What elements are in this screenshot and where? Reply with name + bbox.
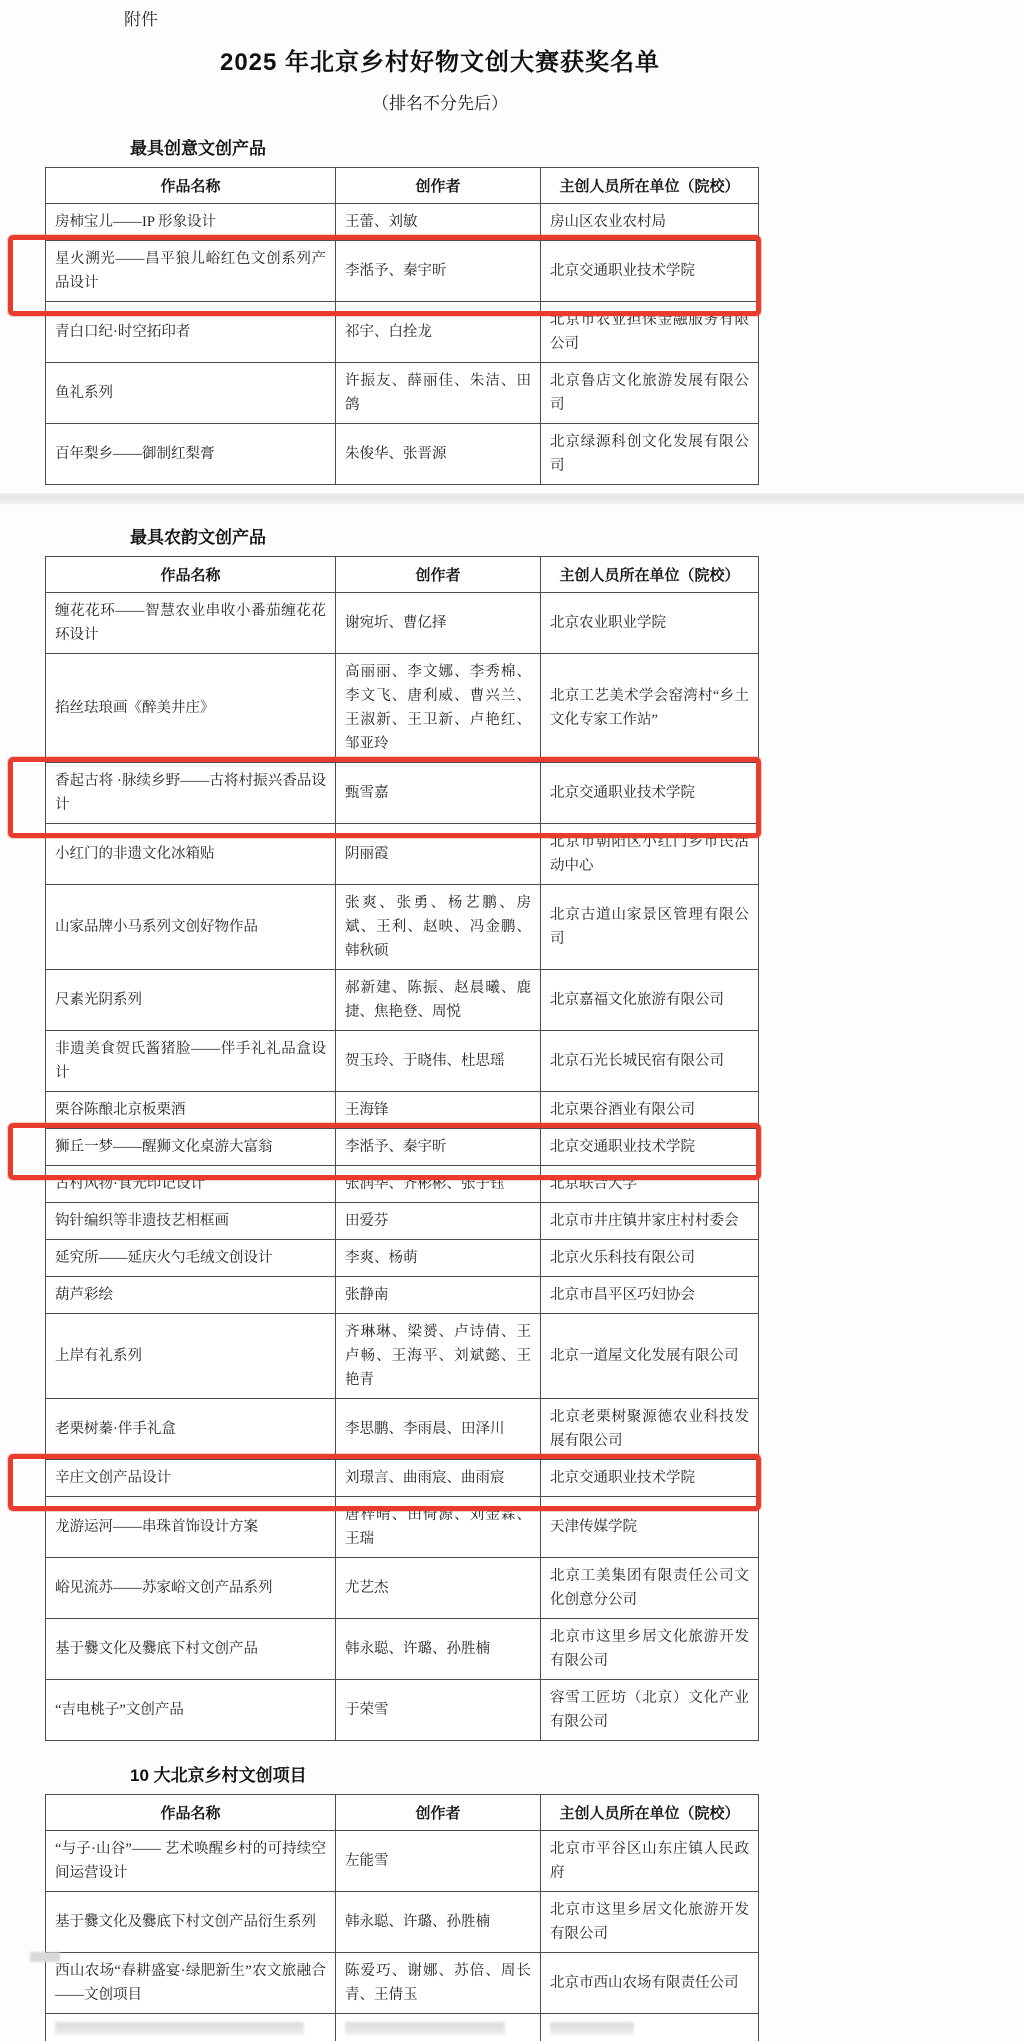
table-row (46, 970, 759, 1031)
column-header-work-cell: 作品名称 (46, 557, 336, 593)
table-row (46, 1619, 759, 1680)
unit-cell: 北京嘉福文化旅游有限公司 (541, 970, 759, 1031)
work-cell: 非遗美食贺氏酱猪脸——伴手礼礼品盒设计 (46, 1031, 336, 1092)
table-row (46, 363, 759, 424)
table-row (46, 302, 759, 363)
creators-cell: 谢宛圻、曹亿择 (336, 593, 541, 654)
scan-artifact-smudge (30, 1952, 60, 1962)
work-cell: 西山农场“春耕盛宴·绿肥新生”农文旅融合——文创项目 (46, 1953, 336, 2014)
column-header-creators-cell: 创作者 (336, 168, 541, 204)
truncated-table-row (46, 2014, 759, 2041)
page-break-divider (0, 493, 1024, 503)
work-cell: 峪见流苏——苏家峪文创产品系列 (46, 1558, 336, 1619)
awards-table (45, 556, 759, 1741)
creators-cell: 刘璟言、曲雨宸、曲雨宸 (336, 1460, 541, 1497)
table-row (46, 1892, 759, 1953)
unit-cell: 北京农业职业学院 (541, 593, 759, 654)
table-row (46, 1831, 759, 1892)
work-cell: “与子·山谷”—— 艺术唤醒乡村的可持续空间运营设计 (46, 1831, 336, 1892)
work-cell: 栗谷陈酿北京板栗酒 (46, 1092, 336, 1129)
section-2 (0, 523, 1024, 1741)
unit-cell: 北京市朝阳区小红门乡市民活动中心 (541, 824, 759, 885)
table-row (46, 654, 759, 763)
table-row (46, 885, 759, 970)
unit-cell: 北京石光长城民宿有限公司 (541, 1031, 759, 1092)
unit-cell: 北京市这里乡居文化旅游开发有限公司 (541, 1619, 759, 1680)
work-cell: 古村风物·食光印记设计 (46, 1166, 336, 1203)
creators-cell: 陈爱巧、谢娜、苏倍、周长青、王倩玉 (336, 1953, 541, 2014)
illegible-text-stub (55, 2022, 304, 2035)
table-row (46, 1277, 759, 1314)
creators-cell: 张润华、齐彬彬、张子钰 (336, 1166, 541, 1203)
work-cell: 星火溯光——昌平狼儿峪红色文创系列产品设计 (46, 241, 336, 302)
table-row (46, 824, 759, 885)
creators-cell: 张静南 (336, 1277, 541, 1314)
unit-cell: 北京栗谷酒业有限公司 (541, 1092, 759, 1129)
work-cell: 基于爨文化及爨底下村文创产品 (46, 1619, 336, 1680)
work-cell: 辛庄文创产品设计 (46, 1460, 336, 1497)
table-row (46, 1558, 759, 1619)
awards-table (45, 167, 759, 485)
unit-cell: 北京火乐科技有限公司 (541, 1240, 759, 1277)
table-row (46, 204, 759, 241)
creators-cell: 韩永聪、许璐、孙胜楠 (336, 1619, 541, 1680)
document-subtitle: （排名不分先后） (0, 89, 880, 114)
creators-cell: 韩永聪、许璐、孙胜楠 (336, 1892, 541, 1953)
creators-cell: 祁宇、白拴龙 (336, 302, 541, 363)
table-row (46, 593, 759, 654)
unit-cell: 北京绿源科创文化发展有限公司 (541, 424, 759, 485)
table-row (46, 1129, 759, 1166)
creators-cell: 尤艺杰 (336, 1558, 541, 1619)
work-cell: 掐丝珐琅画《醉美井庄》 (46, 654, 336, 763)
section-title: 最具农韵文创产品 (130, 523, 1024, 548)
creators-cell: 齐琳琳、梁赟、卢诗倩、王卢畅、王海平、刘斌懿、王艳青 (336, 1314, 541, 1399)
column-header-unit-cell: 主创人员所在单位（院校） (541, 557, 759, 593)
creators-cell: 阴丽霞 (336, 824, 541, 885)
unit-cell: 北京工艺美术学会窑湾村“乡土文化专家工作站” (541, 654, 759, 763)
creators-cell: 王蕾、刘敏 (336, 204, 541, 241)
unit-cell: 房山区农业农村局 (541, 204, 759, 241)
document-header (0, 42, 880, 114)
unit-cell: 北京市西山农场有限责任公司 (541, 1953, 759, 2014)
creators-cell: 于荣雪 (336, 1680, 541, 1741)
attachment-label: 附件 (124, 0, 1024, 30)
work-cell: 老栗树蓁·伴手礼盒 (46, 1399, 336, 1460)
awards-table-wrap (45, 167, 758, 485)
unit-cell: 北京交通职业技术学院 (541, 241, 759, 302)
unit-cell: 容雪工匠坊（北京）文化产业有限公司 (541, 1680, 759, 1741)
unit-cell: 北京市井庄镇井家庄村村委会 (541, 1203, 759, 1240)
unit-cell: 北京交通职业技术学院 (541, 1460, 759, 1497)
unit-cell (541, 2014, 759, 2041)
unit-cell: 北京市昌平区巧妇协会 (541, 1277, 759, 1314)
unit-cell: 北京一道屋文化发展有限公司 (541, 1314, 759, 1399)
creators-cell: 甄雪嘉 (336, 763, 541, 824)
work-cell: 百年梨乡——御制红梨膏 (46, 424, 336, 485)
work-cell: 狮丘一梦——醒狮文化桌游大富翁 (46, 1129, 336, 1166)
column-header-work-cell: 作品名称 (46, 168, 336, 204)
unit-cell: 北京市这里乡居文化旅游开发有限公司 (541, 1892, 759, 1953)
work-cell: 尺素光阴系列 (46, 970, 336, 1031)
work-cell: 山家品牌小马系列文创好物作品 (46, 885, 336, 970)
creators-cell: 左能雪 (336, 1831, 541, 1892)
creators-cell (336, 2014, 541, 2041)
work-cell: 房柿宝儿——IP 形象设计 (46, 204, 336, 241)
section-3 (0, 1761, 1024, 2041)
creators-cell: 李爽、杨萌 (336, 1240, 541, 1277)
illegible-text-stub (345, 2022, 505, 2035)
unit-cell: 北京交通职业技术学院 (541, 1129, 759, 1166)
awards-table (45, 1794, 759, 2041)
creators-cell: 张爽、张勇、杨艺鹏、房斌、王利、赵映、冯金鹏、韩秋硕 (336, 885, 541, 970)
unit-cell: 北京工美集团有限责任公司文化创意分公司 (541, 1558, 759, 1619)
creators-cell: 王海锋 (336, 1092, 541, 1129)
awards-table-wrap (45, 1794, 758, 2041)
work-cell: 香起古将 ·脉续乡野——古将村振兴香品设计 (46, 763, 336, 824)
work-cell: 钩针编织等非遗技艺相框画 (46, 1203, 336, 1240)
unit-cell: 北京老栗树聚源德农业科技发展有限公司 (541, 1399, 759, 1460)
table-row (46, 1953, 759, 2014)
creators-cell: 许振友、薛丽佳、朱洁、田鸽 (336, 363, 541, 424)
table-header-row (46, 168, 759, 204)
table-row (46, 1166, 759, 1203)
table-row (46, 1240, 759, 1277)
section-title: 最具创意文创产品 (130, 134, 1024, 159)
creators-cell: 唐梓晴、田倚源、刘金霖、王瑞 (336, 1497, 541, 1558)
table-header-row (46, 1795, 759, 1831)
unit-cell: 北京交通职业技术学院 (541, 763, 759, 824)
column-header-creators-cell: 创作者 (336, 557, 541, 593)
table-row (46, 1399, 759, 1460)
section-1 (0, 134, 1024, 485)
creators-cell: 朱俊华、张晋源 (336, 424, 541, 485)
work-cell: 鱼礼系列 (46, 363, 336, 424)
unit-cell: 北京联合大学 (541, 1166, 759, 1203)
work-cell: “吉电桃子”文创产品 (46, 1680, 336, 1741)
column-header-unit-cell: 主创人员所在单位（院校） (541, 168, 759, 204)
column-header-work-cell: 作品名称 (46, 1795, 336, 1831)
creators-cell: 李湉予、秦宇昕 (336, 1129, 541, 1166)
table-row (46, 1203, 759, 1240)
awards-table-wrap (45, 556, 758, 1741)
creators-cell: 高丽丽、李文娜、李秀棉、李文飞、唐利威、曹兴兰、王淑新、王卫新、卢艳红、邹亚玲 (336, 654, 541, 763)
unit-cell: 天津传媒学院 (541, 1497, 759, 1558)
unit-cell: 北京鲁店文化旅游发展有限公司 (541, 363, 759, 424)
table-row (46, 1031, 759, 1092)
unit-cell: 北京古道山家景区管理有限公司 (541, 885, 759, 970)
table-header-row (46, 557, 759, 593)
column-header-creators-cell: 创作者 (336, 1795, 541, 1831)
unit-cell: 北京市农业担保金融服务有限公司 (541, 302, 759, 363)
work-cell: 上岸有礼系列 (46, 1314, 336, 1399)
creators-cell: 贺玉玲、于晓伟、杜思瑶 (336, 1031, 541, 1092)
table-row (46, 1680, 759, 1741)
table-row (46, 241, 759, 302)
work-cell: 基于爨文化及爨底下村文创产品衍生系列 (46, 1892, 336, 1953)
work-cell: 缠花花环——智慧农业串收小番茄缠花花环设计 (46, 593, 336, 654)
section-title: 10 大北京乡村文创项目 (130, 1761, 1024, 1786)
creators-cell: 郝新建、陈振、赵晨曦、鹿捷、焦艳登、周悦 (336, 970, 541, 1031)
table-row (46, 1314, 759, 1399)
creators-cell: 田爱芬 (336, 1203, 541, 1240)
work-cell: 青白口纪·时空拓印者 (46, 302, 336, 363)
work-cell: 葫芦彩绘 (46, 1277, 336, 1314)
table-row (46, 1092, 759, 1129)
illegible-text-stub (550, 2022, 634, 2035)
table-row (46, 1497, 759, 1558)
work-cell: 龙游运河——串珠首饰设计方案 (46, 1497, 336, 1558)
document-title: 2025 年北京乡村好物文创大赛获奖名单 (0, 42, 880, 77)
creators-cell: 李思鹏、李雨晨、田泽川 (336, 1399, 541, 1460)
table-row (46, 763, 759, 824)
work-cell: 延究所——延庆火勺毛绒文创设计 (46, 1240, 336, 1277)
work-cell: 小红门的非遗文化冰箱贴 (46, 824, 336, 885)
table-row (46, 424, 759, 485)
unit-cell: 北京市平谷区山东庄镇人民政府 (541, 1831, 759, 1892)
work-cell (46, 2014, 336, 2041)
award-sections (0, 134, 1024, 2041)
table-row (46, 1460, 759, 1497)
creators-cell: 李湉予、秦宇昕 (336, 241, 541, 302)
column-header-unit-cell: 主创人员所在单位（院校） (541, 1795, 759, 1831)
